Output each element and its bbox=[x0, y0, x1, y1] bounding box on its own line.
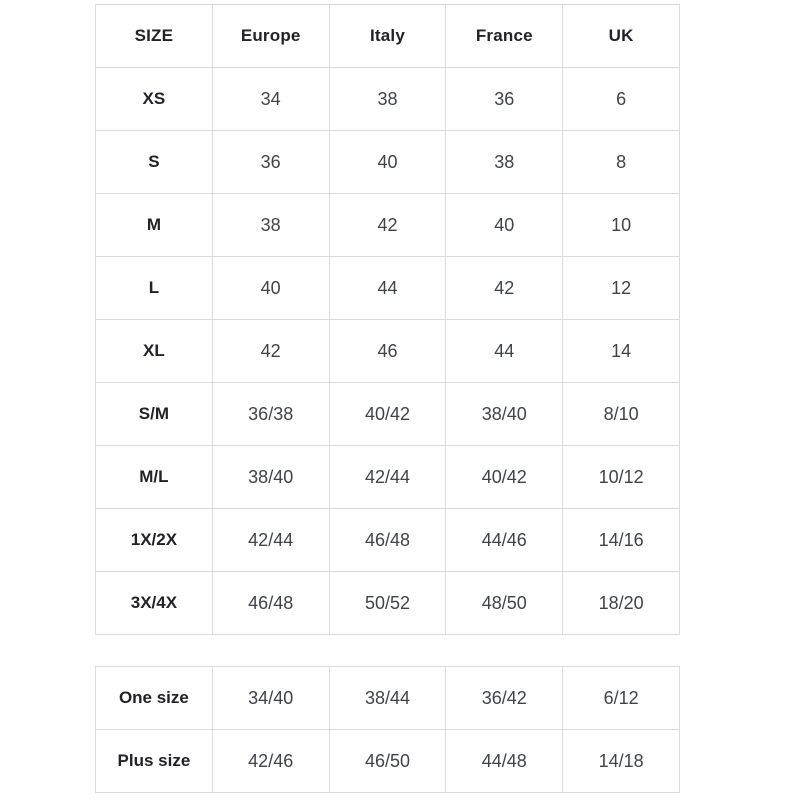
table-row bbox=[96, 194, 680, 257]
size-value: 46/50 bbox=[329, 730, 446, 793]
column-header-france: France bbox=[446, 5, 563, 68]
table-row bbox=[96, 68, 680, 131]
size-value: 38/40 bbox=[446, 383, 563, 446]
table-row bbox=[96, 572, 680, 635]
size-value: 8/10 bbox=[563, 383, 680, 446]
column-header-uk: UK bbox=[563, 5, 680, 68]
size-value: 42 bbox=[446, 257, 563, 320]
size-value: 40 bbox=[212, 257, 329, 320]
size-value: 6 bbox=[563, 68, 680, 131]
size-label: S/M bbox=[96, 383, 213, 446]
size-value: 12 bbox=[563, 257, 680, 320]
size-value: 42/46 bbox=[212, 730, 329, 793]
size-value: 46/48 bbox=[212, 572, 329, 635]
table-row bbox=[96, 667, 680, 730]
size-table-header bbox=[96, 5, 680, 68]
size-label: XL bbox=[96, 320, 213, 383]
header-row bbox=[96, 5, 680, 68]
size-value: 18/20 bbox=[563, 572, 680, 635]
size-value: 38 bbox=[212, 194, 329, 257]
size-value: 14/16 bbox=[563, 509, 680, 572]
size-value: 38 bbox=[329, 68, 446, 131]
table-row bbox=[96, 509, 680, 572]
table-row bbox=[96, 257, 680, 320]
size-value: 6/12 bbox=[563, 667, 680, 730]
size-value: 46/48 bbox=[329, 509, 446, 572]
column-header-europe: Europe bbox=[212, 5, 329, 68]
table-row bbox=[96, 320, 680, 383]
size-value: 40 bbox=[329, 131, 446, 194]
size-conversion-table bbox=[95, 4, 680, 635]
size-label: M bbox=[96, 194, 213, 257]
column-header-size: SIZE bbox=[96, 5, 213, 68]
size-value: 36/42 bbox=[446, 667, 563, 730]
column-header-italy: Italy bbox=[329, 5, 446, 68]
size-label: 3X/4X bbox=[96, 572, 213, 635]
size-value: 40 bbox=[446, 194, 563, 257]
size-value: 34 bbox=[212, 68, 329, 131]
size-value: 36 bbox=[446, 68, 563, 131]
size-label: L bbox=[96, 257, 213, 320]
size-label: S bbox=[96, 131, 213, 194]
size-value: 8 bbox=[563, 131, 680, 194]
size-value: 38/44 bbox=[329, 667, 446, 730]
size-label: M/L bbox=[96, 446, 213, 509]
table-row bbox=[96, 383, 680, 446]
size-value: 44 bbox=[329, 257, 446, 320]
size-value: 14 bbox=[563, 320, 680, 383]
size-label: XS bbox=[96, 68, 213, 131]
size-value: 40/42 bbox=[446, 446, 563, 509]
special-sizes-table bbox=[95, 666, 680, 793]
size-value: 44/48 bbox=[446, 730, 563, 793]
size-value: 10 bbox=[563, 194, 680, 257]
size-label: Plus size bbox=[96, 730, 213, 793]
size-value: 38/40 bbox=[212, 446, 329, 509]
size-value: 50/52 bbox=[329, 572, 446, 635]
size-value: 44 bbox=[446, 320, 563, 383]
size-label: One size bbox=[96, 667, 213, 730]
table-row bbox=[96, 730, 680, 793]
size-table-body bbox=[96, 68, 680, 635]
size-label: 1X/2X bbox=[96, 509, 213, 572]
size-value: 36 bbox=[212, 131, 329, 194]
size-value: 14/18 bbox=[563, 730, 680, 793]
size-value: 42/44 bbox=[212, 509, 329, 572]
size-value: 38 bbox=[446, 131, 563, 194]
size-value: 42/44 bbox=[329, 446, 446, 509]
size-value: 46 bbox=[329, 320, 446, 383]
size-value: 48/50 bbox=[446, 572, 563, 635]
size-value: 42 bbox=[212, 320, 329, 383]
size-value: 34/40 bbox=[212, 667, 329, 730]
size-value: 10/12 bbox=[563, 446, 680, 509]
size-value: 36/38 bbox=[212, 383, 329, 446]
size-value: 42 bbox=[329, 194, 446, 257]
table-row bbox=[96, 446, 680, 509]
special-sizes-table-body bbox=[96, 667, 680, 793]
table-row bbox=[96, 131, 680, 194]
size-value: 44/46 bbox=[446, 509, 563, 572]
size-value: 40/42 bbox=[329, 383, 446, 446]
